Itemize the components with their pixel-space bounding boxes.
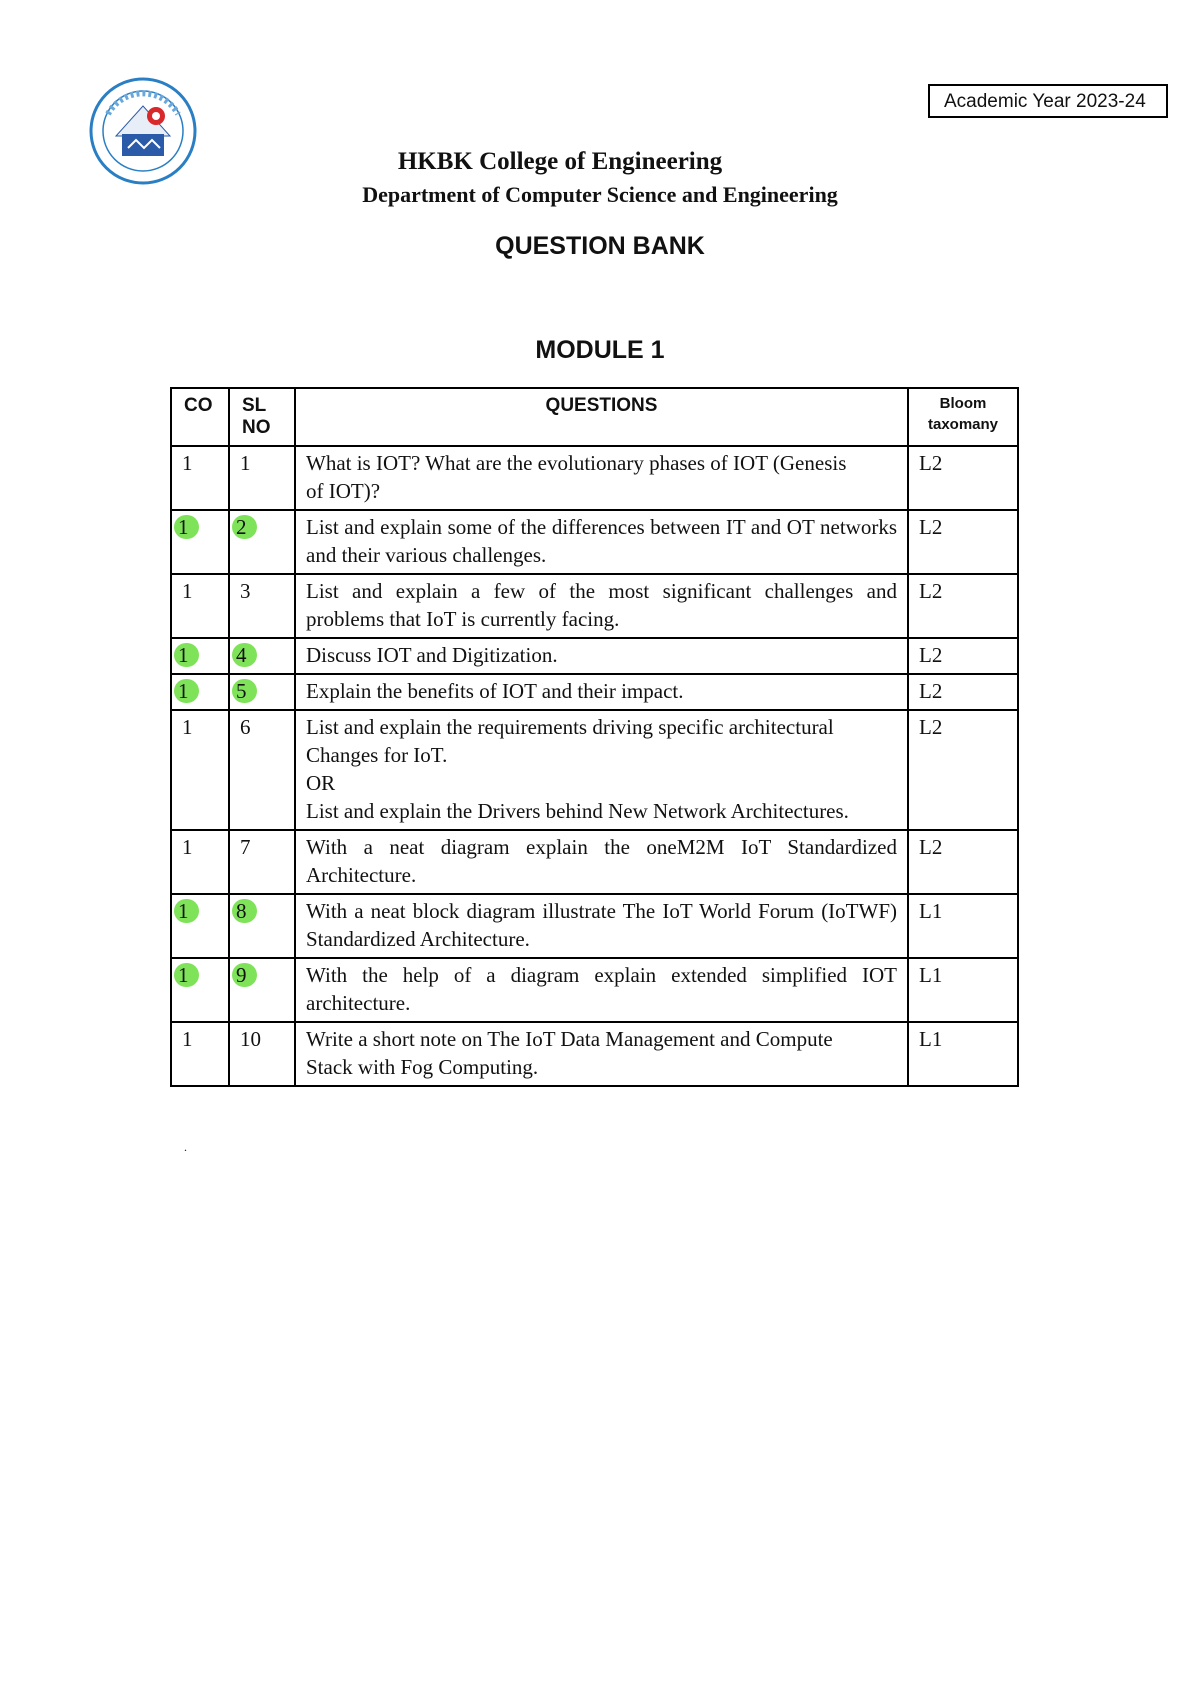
sl-no-cell xyxy=(229,510,295,574)
sl-no-cell-text: 3 xyxy=(240,579,251,603)
bloom-level-cell-text: L1 xyxy=(919,963,943,987)
bloom-level-cell-text: L2 xyxy=(919,643,943,667)
sl-no-cell-text: 4 xyxy=(232,643,257,667)
bloom-level-cell xyxy=(908,894,1018,958)
table-row xyxy=(171,894,1018,958)
sl-no-cell xyxy=(229,574,295,638)
bloom-level-cell xyxy=(908,446,1018,510)
co-cell-text: 1 xyxy=(174,679,199,703)
question-line: List and explain the requirements driving specific architectural xyxy=(306,715,834,739)
sl-no-cell-text: 2 xyxy=(232,515,257,539)
table-row xyxy=(171,510,1018,574)
co-cell xyxy=(171,674,229,710)
co-cell-text: 1 xyxy=(174,515,199,539)
sl-no-cell xyxy=(229,894,295,958)
college-name: HKBK College of Engineering xyxy=(397,148,723,175)
sl-no-cell-text: 10 xyxy=(240,1027,261,1051)
co-cell xyxy=(171,958,229,1022)
table-row xyxy=(171,446,1018,510)
sl-no-cell-text: 8 xyxy=(232,899,257,923)
table-row xyxy=(171,830,1018,894)
co-cell-text: 1 xyxy=(182,451,193,475)
module-heading: MODULE 1 xyxy=(535,336,665,364)
question-table-body xyxy=(171,446,1018,1086)
co-cell xyxy=(171,446,229,510)
co-cell-text: 1 xyxy=(182,715,193,739)
question-line: List and explain some of the differences between IT and OT networks and their various challenges. xyxy=(306,515,897,567)
bloom-level-cell xyxy=(908,674,1018,710)
academic-year-box: Academic Year 2023-24 xyxy=(928,84,1168,118)
co-cell xyxy=(171,710,229,830)
co-cell xyxy=(171,638,229,674)
co-cell xyxy=(171,574,229,638)
bloom-level-cell-text: L1 xyxy=(919,899,943,923)
table-row xyxy=(171,638,1018,674)
bloom-level-cell xyxy=(908,510,1018,574)
bloom-level-cell-text: L2 xyxy=(919,515,943,539)
bloom-level-cell-text: L2 xyxy=(919,451,943,475)
co-cell xyxy=(171,830,229,894)
sl-no-cell xyxy=(229,958,295,1022)
question-line: With the help of a diagram explain extended simplified IOT architecture. xyxy=(306,963,897,1015)
sl-no-cell xyxy=(229,446,295,510)
department-name: Department of Computer Science and Engineering xyxy=(362,182,838,207)
question-cell xyxy=(295,958,908,1022)
bloom-level-cell-text: L2 xyxy=(919,715,943,739)
table-row xyxy=(171,1022,1018,1086)
question-table xyxy=(170,387,1019,1087)
question-line: OR xyxy=(306,771,336,795)
footer-mark: . xyxy=(184,1140,187,1154)
bloom-level-cell xyxy=(908,574,1018,638)
question-cell xyxy=(295,638,908,674)
question-cell xyxy=(295,574,908,638)
co-cell-text: 1 xyxy=(174,963,199,987)
co-cell xyxy=(171,510,229,574)
co-cell-text: 1 xyxy=(174,899,199,923)
question-line: Stack with Fog Computing. xyxy=(306,1055,539,1079)
co-cell xyxy=(171,894,229,958)
question-cell xyxy=(295,894,908,958)
co-cell xyxy=(171,1022,229,1086)
question-cell xyxy=(295,446,908,510)
sl-no-column-header: SL NO xyxy=(229,388,295,446)
bloom-level-cell-text: L2 xyxy=(919,679,943,703)
question-cell xyxy=(295,674,908,710)
bloom-level-cell-text: L1 xyxy=(919,1027,943,1051)
question-cell xyxy=(295,830,908,894)
co-cell-text: 1 xyxy=(182,1027,193,1051)
sl-no-cell xyxy=(229,1022,295,1086)
sl-no-cell-text: 6 xyxy=(240,715,251,739)
question-line: of IOT)? xyxy=(306,479,381,503)
sl-no-cell xyxy=(229,638,295,674)
question-line: List and explain the Drivers behind New Network Architectures. xyxy=(306,799,849,823)
table-row xyxy=(171,674,1018,710)
co-cell-text: 1 xyxy=(182,579,193,603)
sl-no-cell xyxy=(229,830,295,894)
sl-no-cell-text: 7 xyxy=(240,835,251,859)
question-line: Explain the benefits of IOT and their impact. xyxy=(306,679,684,703)
bloom-level-cell-text: L2 xyxy=(919,835,943,859)
co-cell-text: 1 xyxy=(174,643,199,667)
table-header-row xyxy=(171,388,1018,446)
question-line: List and explain a few of the most significant challenges and problems that IoT is currently facing. xyxy=(306,579,897,631)
sl-no-cell-text: 9 xyxy=(232,963,257,987)
question-line: What is IOT? What are the evolutionary phases of IOT (Genesis xyxy=(306,451,847,475)
question-line: Discuss IOT and Digitization. xyxy=(306,643,558,667)
bloom-column-header: Bloom taxomany xyxy=(908,388,1018,446)
sl-no-cell xyxy=(229,710,295,830)
bloom-level-cell-text: L2 xyxy=(919,579,943,603)
question-cell xyxy=(295,510,908,574)
table-row xyxy=(171,574,1018,638)
co-column-header: CO xyxy=(171,388,229,446)
questions-column-header: QUESTIONS xyxy=(295,388,908,446)
sl-no-cell-text: 5 xyxy=(232,679,257,703)
bloom-level-cell xyxy=(908,830,1018,894)
table-row xyxy=(171,710,1018,830)
co-cell-text: 1 xyxy=(182,835,193,859)
document-title: QUESTION BANK xyxy=(495,232,705,260)
question-line: With a neat diagram explain the oneM2M IoT Standardized Architecture. xyxy=(306,835,897,887)
bloom-level-cell xyxy=(908,1022,1018,1086)
sl-no-cell xyxy=(229,674,295,710)
bloom-level-cell xyxy=(908,958,1018,1022)
question-cell xyxy=(295,1022,908,1086)
question-line: Write a short note on The IoT Data Management and Compute xyxy=(306,1027,833,1051)
sl-no-cell-text: 1 xyxy=(240,451,251,475)
question-line: With a neat block diagram illustrate The IoT World Forum (IoTWF) Standardized Architecture. xyxy=(306,899,897,951)
bloom-level-cell xyxy=(908,710,1018,830)
table-row xyxy=(171,958,1018,1022)
question-line: Changes for IoT. xyxy=(306,743,448,767)
bloom-level-cell xyxy=(908,638,1018,674)
question-cell xyxy=(295,710,908,830)
